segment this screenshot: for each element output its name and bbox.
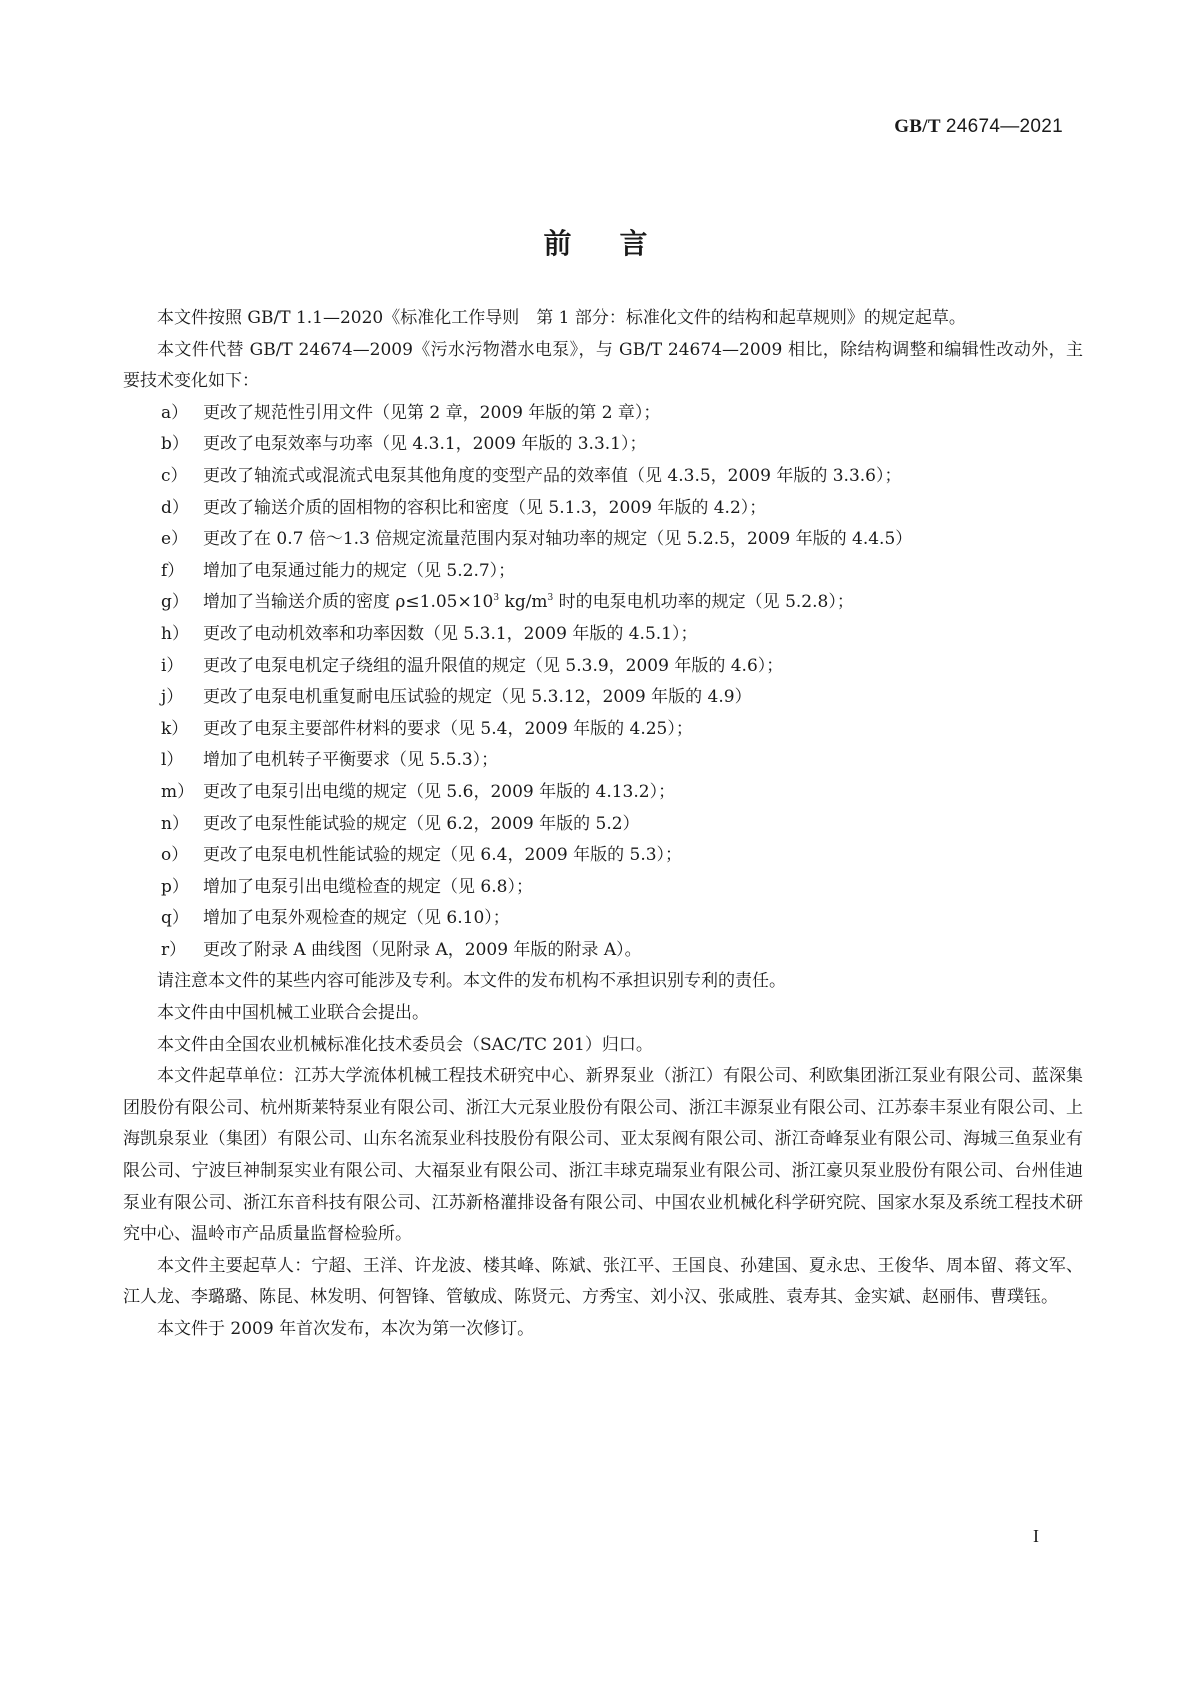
list-text: 更改了电泵效率与功率（见 4.3.1，2009 年版的 3.3.1）； [203, 434, 647, 455]
list-item [123, 587, 1083, 619]
list-text-part: kg/m [499, 592, 548, 613]
list-text-part: 增加了当输送介质的密度 ρ≤1.05×10 [203, 592, 494, 613]
list-text: 增加了电泵引出电缆检查的规定（见 6.8）； [203, 876, 533, 897]
list-item [123, 493, 1083, 525]
list-item [123, 651, 1083, 683]
list-label: c） [161, 465, 188, 486]
standard-number [894, 116, 1063, 138]
list-text: 更改了电泵电机重复耐电压试验的规定（见 5.3.12，2009 年版的 4.9） [203, 687, 752, 708]
list-item [123, 524, 1083, 556]
list-text: 更改了轴流式或混流式电泵其他角度的变型产品的效率值（见 4.3.5，2009 年版的 3.3.6）； [203, 465, 902, 486]
list-label: e） [161, 529, 189, 550]
list-label: j） [161, 687, 184, 708]
document-body [123, 303, 1083, 1346]
list-label: g） [161, 592, 189, 613]
list-item [123, 935, 1083, 967]
list-item [123, 872, 1083, 904]
list-label: d） [161, 497, 189, 518]
superscript: 3 [493, 593, 500, 604]
list-item [123, 903, 1083, 935]
list-text: 更改了在 0.7 倍～1.3 倍规定流量范围内泵对轴功率的规定（见 5.2.5，2009 年版的 4.4.5） [203, 529, 913, 550]
list-text: 更改了电泵电机定子绕组的温升限值的规定（见 5.3.9，2009 年版的 4.6）； [203, 655, 784, 676]
list-label: p） [161, 876, 189, 897]
list-label: k） [161, 718, 189, 739]
list-label: i） [161, 655, 184, 676]
drafters: 本文件主要起草人：宁超、王洋、许龙波、楼其峰、陈斌、张江平、王国良、孙建国、夏永忠、王俊华、周本留、蒋文军、江人龙、李璐璐、陈昆、林发明、何智锋、管敏成、陈贤元、方秀宝、刘小汉、张咸胜、袁寿其、金实斌、赵丽伟、曹璞钰。 [123, 1255, 1083, 1308]
changes-list [123, 398, 1083, 967]
intro-paragraph-2: 本文件代替 GB/T 24674—2009《污水污物潜水电泵》，与 GB/T 24674—2009 相比，除结构调整和编辑性改动外，主要技术变化如下： [123, 339, 1083, 392]
list-label: m） [161, 781, 195, 802]
list-item [123, 429, 1083, 461]
committee-statement: 本文件由全国农业机械标准化技术委员会（SAC/TC 201）归口。 [157, 1034, 653, 1055]
list-text: 更改了规范性引用文件（见第 2 章，2009 年版的第 2 章）； [203, 402, 661, 423]
list-label: b） [161, 434, 189, 455]
list-text: 更改了附录 A 曲线图（见附录 A，2009 年版的附录 A）。 [203, 939, 642, 960]
list-text: 增加了电机转子平衡要求（见 5.5.3）； [203, 750, 499, 771]
list-item [123, 619, 1083, 651]
list-text: 更改了电泵主要部件材料的要求（见 5.4，2009 年版的 4.25）； [203, 718, 693, 739]
list-item [123, 714, 1083, 746]
list-label: f） [161, 560, 185, 581]
list-text: 更改了输送介质的固相物的容积比和密度（见 5.1.3，2009 年版的 4.2）； [203, 497, 767, 518]
list-item [123, 556, 1083, 588]
list-text [203, 587, 1083, 619]
patent-notice: 请注意本文件的某些内容可能涉及专利。本文件的发布机构不承担识别专利的责任。 [157, 971, 786, 992]
standard-id: 24674—2021 [945, 116, 1063, 137]
list-text: 增加了电泵通过能力的规定（见 5.2.7）； [203, 560, 516, 581]
list-item [123, 682, 1083, 714]
list-label: a） [161, 402, 189, 423]
list-text: 更改了电泵引出电缆的规定（见 5.6，2009 年版的 4.13.2）； [203, 781, 676, 802]
list-item [123, 398, 1083, 430]
list-label: r） [161, 939, 187, 960]
superscript: 3 [547, 593, 554, 604]
notes-section [123, 966, 1083, 1345]
list-label: o） [161, 845, 189, 866]
drafting-units: 本文件起草单位：江苏大学流体机械工程技术研究中心、新界泵业（浙江）有限公司、利欧集团浙江泵业有限公司、蓝深集团股份有限公司、杭州斯莱特泵业有限公司、浙江大元泵业股份有限公司、浙江丰源泵业有限公司、江苏泰丰泵业有限公司、上海凯泉泵业（集团）有限公司、山东名流泵业科技股份有限公司、亚太泵阀有限公司、浙江奇峰泵业有限公司、海城三鱼泵业有限公司、宁波巨神制泵实业有限公司、大福泵业有限公司、浙江丰球克瑞泵业有限公司、浙江豪贝泵业股份有限公司、台州佳迪泵业有限公司、浙江东音科技有限公司、江苏新格灌排设备有限公司、中国农业机械化科学研究院、国家水泵及系统工程技术研究中心、温岭市产品质量监督检验所。 [123, 1066, 1083, 1245]
list-text: 更改了电动机效率和功率因数（见 5.3.1，2009 年版的 4.5.1）； [203, 623, 698, 644]
standard-prefix: GB/T [894, 116, 941, 137]
list-label: n） [161, 813, 189, 834]
list-text: 增加了电泵外观检查的规定（见 6.10）； [203, 908, 510, 929]
proposer-statement: 本文件由中国机械工业联合会提出。 [157, 1003, 429, 1024]
list-item [123, 461, 1083, 493]
list-label: h） [161, 623, 189, 644]
list-text-part: 时的电泵电机功率的规定（见 5.2.8）； [553, 592, 854, 613]
publication-history: 本文件于 2009 年首次发布，本次为第一次修订。 [157, 1319, 535, 1339]
list-label: q） [161, 908, 189, 929]
list-text: 更改了电泵性能试验的规定（见 6.2，2009 年版的 5.2） [203, 813, 640, 834]
page-number: I [1033, 1526, 1039, 1546]
page-title: 前言 [543, 227, 696, 260]
list-label: l） [161, 750, 184, 771]
list-item [123, 840, 1083, 872]
list-item [123, 777, 1083, 809]
list-text: 更改了电泵电机性能试验的规定（见 6.4，2009 年版的 5.3）； [203, 845, 683, 866]
list-item [123, 745, 1083, 777]
intro-paragraph-1: 本文件按照 GB/T 1.1—2020《标准化工作导则 第 1 部分：标准化文件的结构和起草规则》的规定起草。 [157, 308, 966, 328]
list-item [123, 809, 1083, 841]
